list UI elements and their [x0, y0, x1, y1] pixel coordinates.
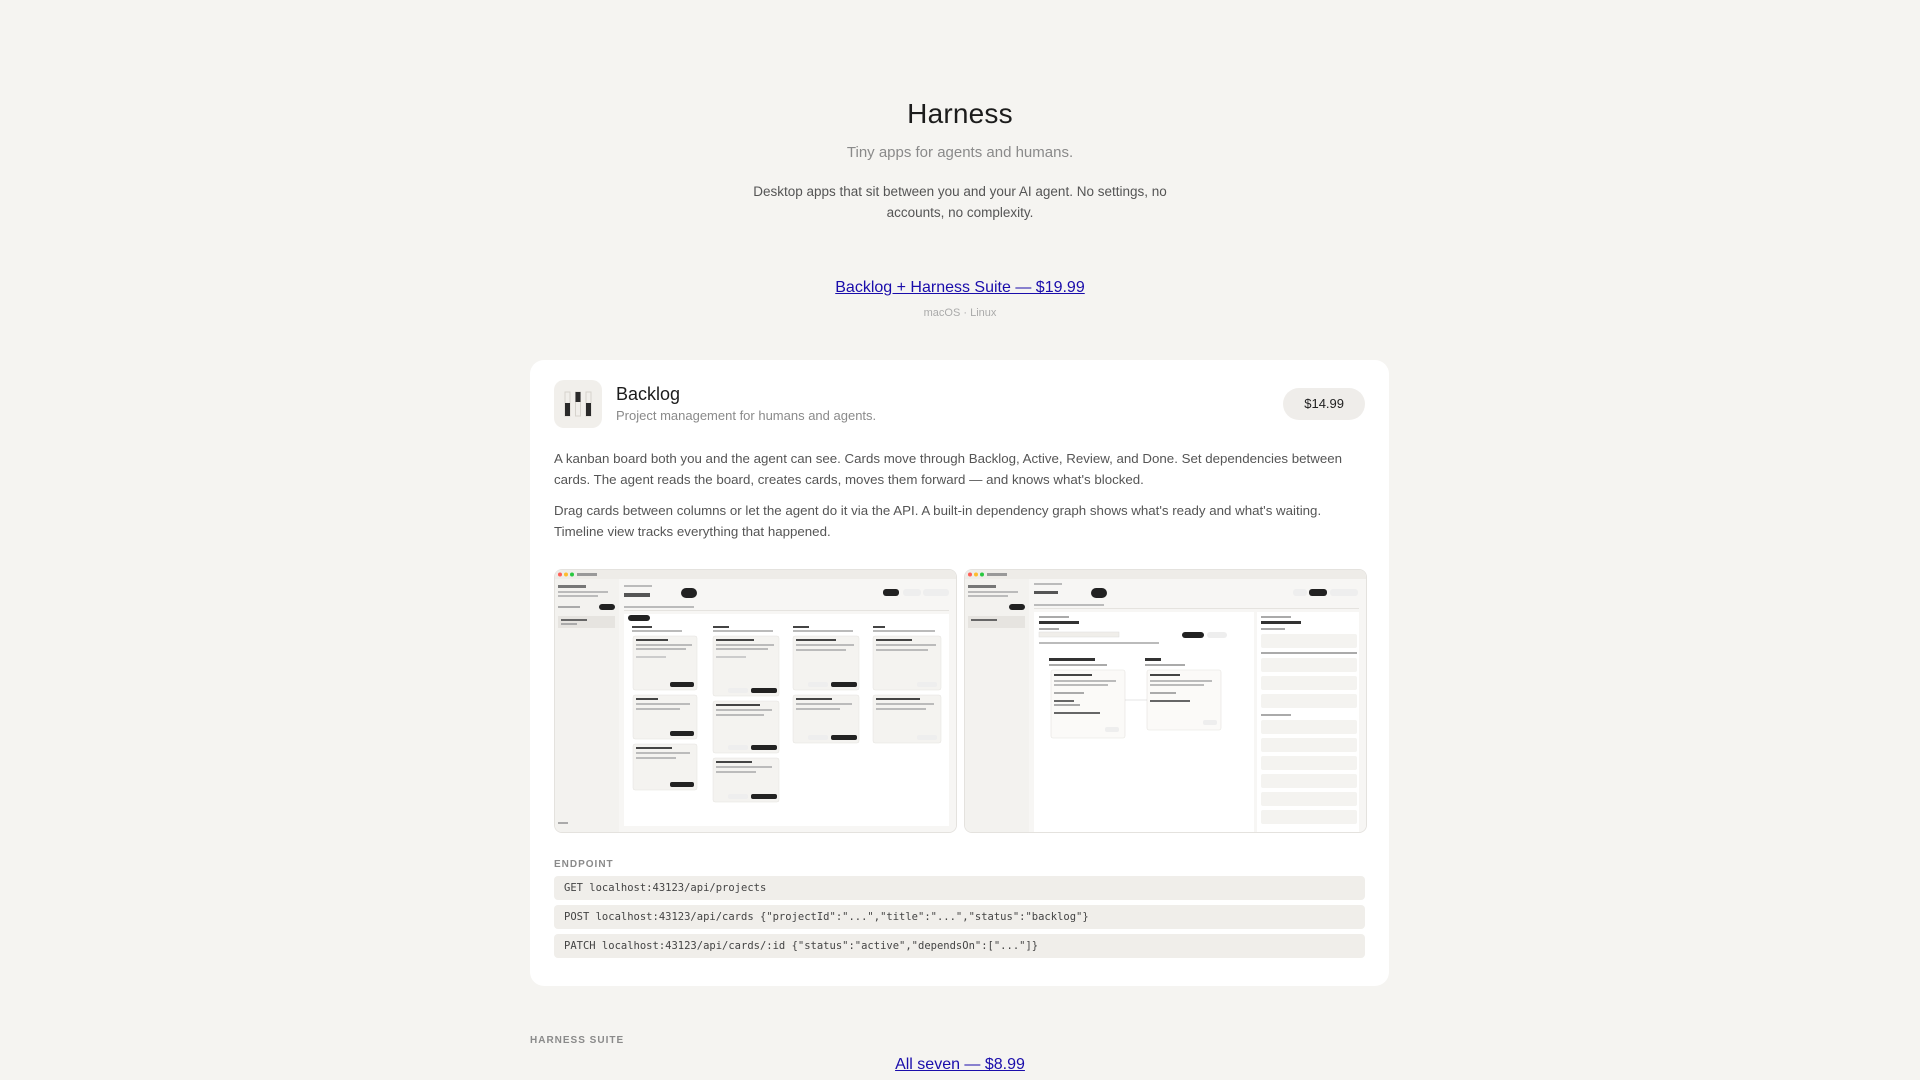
page-title: Harness: [907, 98, 1013, 129]
hero: [0, 98, 1920, 319]
tagline: Tiny apps for agents and humans.: [846, 144, 1074, 161]
description-paragraph: A kanban board both you and the agent can see. Cards move through Backlog, Active, Review, and Done. Set dependencies between cards. The agent reads the board, creates cards, moves them forward — and knows what's blocked.: [554, 451, 1343, 487]
bundle-offer: [0, 279, 1920, 297]
app-description: [554, 448, 1365, 552]
suite-offer: [0, 1056, 1920, 1074]
endpoint-list: [554, 876, 1365, 963]
price-button[interactable]: $14.99: [1283, 388, 1365, 420]
endpoint-post-cards: POST localhost:43123/api/cards {"projectId":"...","title":"...","status":"backlog"}: [554, 905, 1365, 929]
app-card-backlog: [530, 360, 1389, 986]
board-view-screenshot[interactable]: [554, 569, 957, 833]
screenshots: [554, 569, 1365, 831]
bundle-purchase-link[interactable]: Backlog + Harness Suite — $19.99: [835, 279, 1085, 296]
suite-section-label: HARNESS SUITE: [530, 1035, 625, 1046]
endpoint-get-projects: GET localhost:43123/api/projects: [554, 876, 1365, 900]
kanban-columns-icon: [554, 380, 602, 428]
hero-description: Desktop apps that sit between you and your AI agent. No settings, no accounts, no complexity.: [753, 184, 1167, 220]
description-paragraph: Drag cards between columns or let the agent do it via the API. A built-in dependency graph shows what's ready and what's waiting. Timeline view tracks everything that happened.: [554, 503, 1322, 539]
platforms-text: macOS · Linux: [923, 307, 997, 319]
endpoint-patch-card: PATCH localhost:43123/api/cards/:id {"status":"active","dependsOn":["..."]}: [554, 934, 1365, 958]
app-name: Backlog: [616, 384, 681, 404]
dependency-view-screenshot[interactable]: [964, 569, 1367, 833]
endpoint-label: ENDPOINT: [554, 859, 614, 870]
app-subtitle: Project management for humans and agents.: [616, 408, 877, 423]
suite-purchase-link[interactable]: All seven — $8.99: [895, 1056, 1025, 1073]
app-header: [554, 380, 1365, 428]
